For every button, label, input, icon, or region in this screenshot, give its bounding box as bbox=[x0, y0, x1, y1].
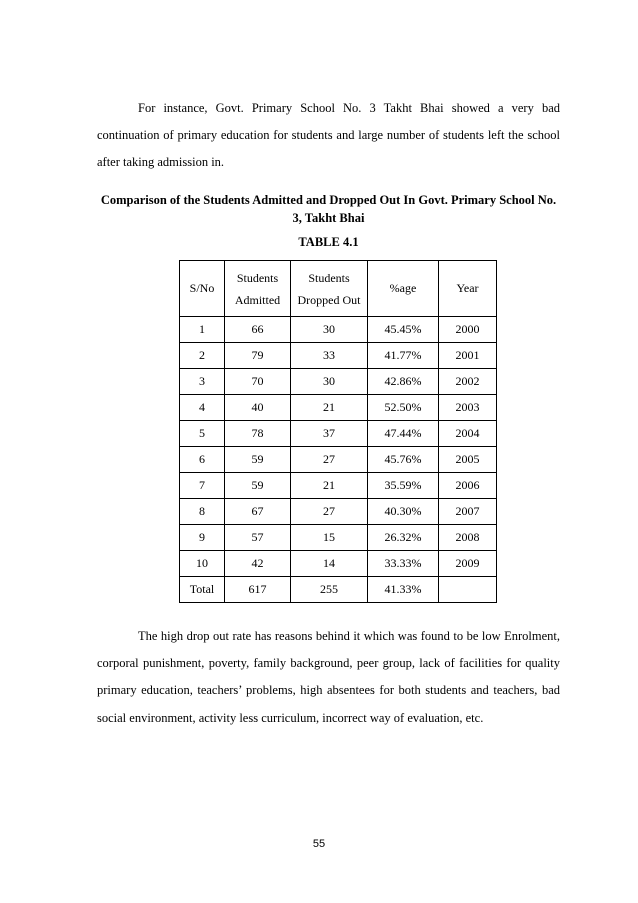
cell-percentage: 47.44% bbox=[368, 421, 439, 447]
intro-paragraph: For instance, Govt. Primary School No. 3 Takht Bhai showed a very bad continuation of primary education for students and large number of students left the school after taking admission in. bbox=[97, 101, 560, 170]
header-dropped-line2: Dropped Out bbox=[297, 292, 361, 307]
cell-year bbox=[439, 577, 497, 603]
cell-dropped: 15 bbox=[291, 525, 368, 551]
page-number: 55 bbox=[312, 838, 326, 850]
cell-admitted: 59 bbox=[225, 473, 291, 499]
cell-year: 2003 bbox=[439, 395, 497, 421]
cell-dropped: 21 bbox=[291, 395, 368, 421]
cell-year: 2007 bbox=[439, 499, 497, 525]
cell-sno: 1 bbox=[180, 317, 225, 343]
cell-dropped: 14 bbox=[291, 551, 368, 577]
cell-admitted: 67 bbox=[225, 499, 291, 525]
cell-dropped: 27 bbox=[291, 447, 368, 473]
cell-year: 2004 bbox=[439, 421, 497, 447]
closing-paragraph: The high drop out rate has reasons behind it which was found to be low Enrolment, corporal punishment, poverty, family background, peer group, lack of facilities for quality primary education, teachers’ problems, high absentees for both students and teachers, bad social environment, activity less curriculum, incorrect way of evaluation, etc. bbox=[97, 629, 560, 725]
cell-admitted: 617 bbox=[225, 577, 291, 603]
cell-year: 2000 bbox=[439, 317, 497, 343]
cell-percentage: 35.59% bbox=[368, 473, 439, 499]
cell-percentage: 52.50% bbox=[368, 395, 439, 421]
cell-year: 2001 bbox=[439, 343, 497, 369]
cell-percentage: 42.86% bbox=[368, 369, 439, 395]
header-dropped-line1: Students bbox=[308, 270, 350, 285]
cell-year: 2005 bbox=[439, 447, 497, 473]
cell-dropped: 30 bbox=[291, 369, 368, 395]
cell-dropped: 37 bbox=[291, 421, 368, 447]
cell-admitted: 42 bbox=[225, 551, 291, 577]
cell-sno: 6 bbox=[180, 447, 225, 473]
cell-year: 2008 bbox=[439, 525, 497, 551]
header-percentage: %age bbox=[368, 261, 439, 317]
table-row bbox=[180, 421, 497, 447]
cell-sno: 7 bbox=[180, 473, 225, 499]
header-admitted bbox=[225, 261, 291, 317]
cell-dropped: 33 bbox=[291, 343, 368, 369]
cell-dropped: 255 bbox=[291, 577, 368, 603]
cell-sno: 8 bbox=[180, 499, 225, 525]
table-row bbox=[180, 395, 497, 421]
cell-percentage: 26.32% bbox=[368, 525, 439, 551]
table-row bbox=[180, 447, 497, 473]
cell-percentage: 41.77% bbox=[368, 343, 439, 369]
cell-admitted: 70 bbox=[225, 369, 291, 395]
cell-percentage: 33.33% bbox=[368, 551, 439, 577]
header-sno: S/No bbox=[180, 261, 225, 317]
cell-sno: 9 bbox=[180, 525, 225, 551]
cell-admitted: 66 bbox=[225, 317, 291, 343]
cell-dropped: 30 bbox=[291, 317, 368, 343]
dropout-table bbox=[179, 260, 497, 603]
cell-year: 2002 bbox=[439, 369, 497, 395]
table-row bbox=[180, 551, 497, 577]
cell-sno: 3 bbox=[180, 369, 225, 395]
cell-admitted: 57 bbox=[225, 525, 291, 551]
cell-admitted: 79 bbox=[225, 343, 291, 369]
header-admitted-line1: Students bbox=[236, 270, 279, 285]
cell-sno: 5 bbox=[180, 421, 225, 447]
cell-percentage: 45.45% bbox=[368, 317, 439, 343]
header-year: Year bbox=[439, 261, 497, 317]
cell-sno: Total bbox=[180, 577, 225, 603]
cell-dropped: 27 bbox=[291, 499, 368, 525]
table-row bbox=[180, 577, 497, 603]
cell-year: 2009 bbox=[439, 551, 497, 577]
cell-sno: 2 bbox=[180, 343, 225, 369]
cell-sno: 10 bbox=[180, 551, 225, 577]
table-row bbox=[180, 343, 497, 369]
header-admitted-line2: Admitted bbox=[234, 292, 281, 307]
table-title: TABLE 4.1 bbox=[298, 235, 359, 249]
cell-percentage: 45.76% bbox=[368, 447, 439, 473]
cell-admitted: 78 bbox=[225, 421, 291, 447]
cell-sno: 4 bbox=[180, 395, 225, 421]
cell-percentage: 40.30% bbox=[368, 499, 439, 525]
table-header-row bbox=[180, 261, 497, 317]
table-caption: Comparison of the Students Admitted and Dropped Out In Govt. Primary School No. 3, Takht Bhai bbox=[100, 193, 557, 225]
table-row bbox=[180, 317, 497, 343]
cell-admitted: 59 bbox=[225, 447, 291, 473]
cell-year: 2006 bbox=[439, 473, 497, 499]
cell-dropped: 21 bbox=[291, 473, 368, 499]
header-dropped bbox=[291, 261, 368, 317]
cell-percentage: 41.33% bbox=[368, 577, 439, 603]
table-row bbox=[180, 499, 497, 525]
table-row bbox=[180, 525, 497, 551]
table-row bbox=[180, 369, 497, 395]
cell-admitted: 40 bbox=[225, 395, 291, 421]
table-row bbox=[180, 473, 497, 499]
